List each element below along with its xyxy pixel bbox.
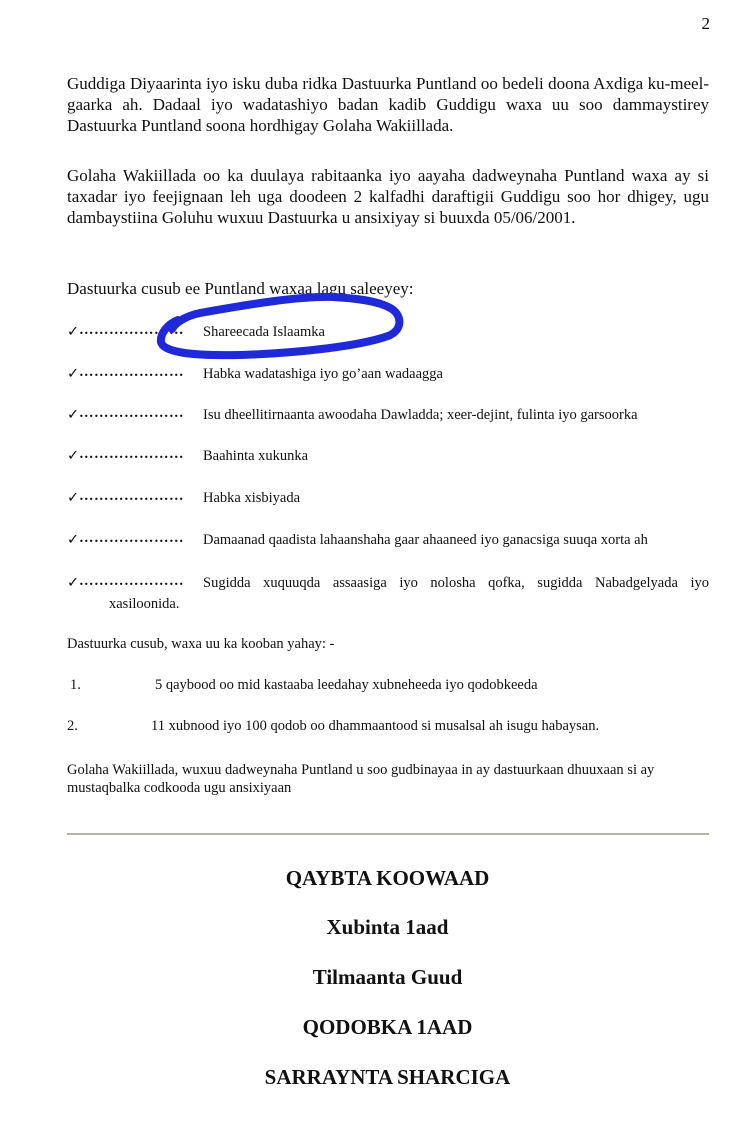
article-title: SARRAYNTA SHARCIGA [264,1065,511,1089]
contents-item-number: 2. [67,718,78,734]
list-item-text: Shareecada Islaamka [203,324,325,340]
dot-leader: ………………… [79,488,184,504]
checkmark-icon: ✓ [67,366,80,382]
list-item-text: Sugidda xuquuqda assaasiga iyo nolosha qofka, sugidda Nabadgelyada iyo [203,575,709,591]
part-heading: QAYBTA KOOWAAD [285,866,490,890]
list-item-text: Baahinta xukunka [203,448,309,464]
checkmark-icon: ✓ [67,407,80,423]
foundations-lead: Dastuurka cusub ee Puntland waxaa lagu saleeyey: [67,279,414,298]
checkmark-icon: ✓ [67,324,80,340]
page-number: 2 [701,14,710,33]
list-item-text: Habka wadatashiga iyo go’aan wadaagga [203,366,443,382]
contents-item-text: 11 xubnood iyo 100 qodob oo dhammaantood si musalsal ah isugu habaysan. [151,718,600,734]
list-item-text: Damaanad qaadista lahaanshaha gaar ahaaneed iyo ganacsiga suuqa xorta ah [203,532,648,548]
checkmark-icon: ✓ [67,490,80,506]
checkmark-icon: ✓ [67,448,80,464]
chapter-heading: Xubinta 1aad [326,915,449,939]
dot-leader: ………………… [79,530,184,546]
checkmark-icon: ✓ [67,575,80,591]
chapter-title: Tilmaanta Guud [312,965,463,989]
section-divider [67,833,709,835]
list-item-text: Isu dheellitirnaanta awoodaha Dawladda; xeer-dejint, fulinta iyo garsoorka [203,407,638,423]
dot-leader: ………………… [79,405,184,421]
dot-leader: ………………… [79,364,184,380]
contents-item-number: 1. [70,677,81,693]
list-item-continuation: xasiloonida. [109,596,180,612]
dot-leader: ………………… [79,322,184,338]
contents-item-text: 5 qaybood oo mid kastaaba leedahay xubneheeda iyo qodobkeeda [155,677,538,693]
contents-lead: Dastuurka cusub, waxa uu ka kooban yahay: - [67,636,335,652]
closing-paragraph: Golaha Wakiillada, wuxuu dadweynaha Puntland u soo gudbinayaa in ay dastuurkaan dhuuxaan si ay mustaqbalka codkooda ugu ansixiyaan [67,762,655,796]
dot-leader: ………………… [79,573,184,589]
list-item-text: Habka xisbiyada [203,490,301,506]
intro-paragraph-1: Guddiga Diyaarinta iyo isku duba ridka Dastuurka Puntland oo bedeli doona Axdiga ku-meel-gaarka ah. Dadaal iyo wadatashiyo badan kadib Guddigu waxa uu soo dammaystirey Dastuurka Puntland soona hordhigay Golaha Wakiillada. [67,74,709,135]
article-heading: QODOBKA 1AAD [302,1015,473,1039]
checkmark-icon: ✓ [67,532,80,548]
dot-leader: ………………… [79,446,184,462]
intro-paragraph-2: Golaha Wakiillada oo ka duulaya rabitaanka iyo aayaha dadweynaha Puntland waxa ay si taxadar iyo feejignaan leh uga doodeen 2 kalfadhi daraftigii Guddigu soo hor dhigey, ugu dambaystiina Goluhu wuxuu Dastuurka u ansixiyay si buuxda 05/06/2001. [67,166,709,227]
